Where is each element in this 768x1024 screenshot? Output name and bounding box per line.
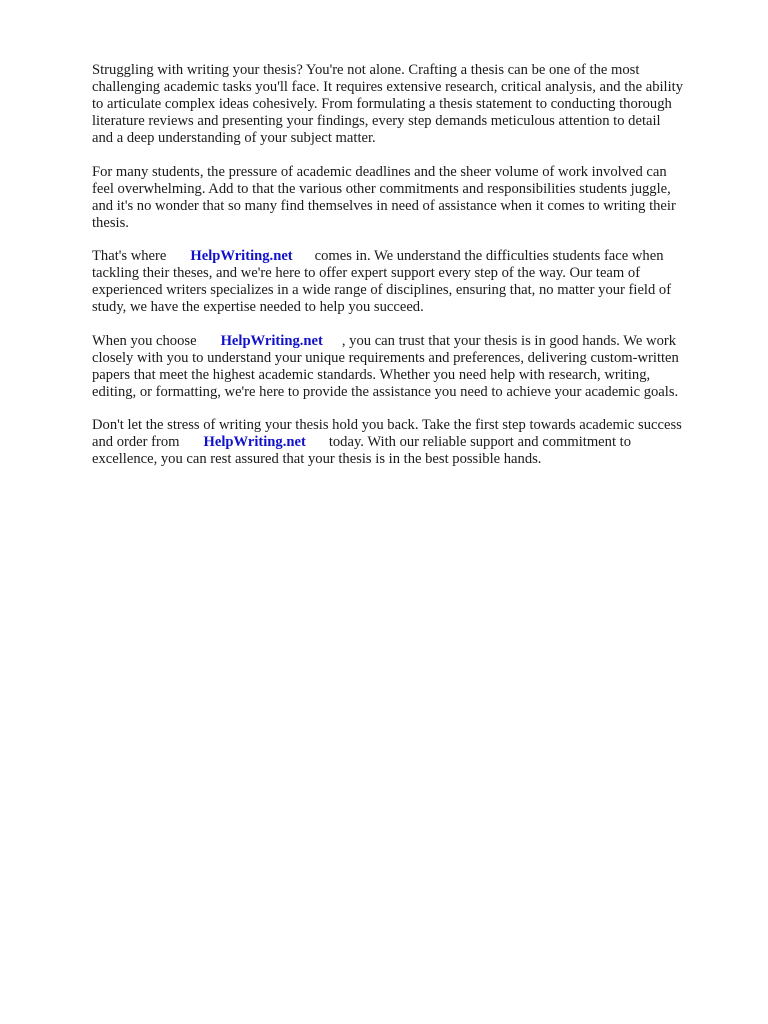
paragraph-pressure <box>92 164 722 232</box>
text-line: Don't let the stress of writing your thesis hold you back. Take the first step towards academic success <box>92 417 682 433</box>
text-line-with-link <box>92 333 722 350</box>
text-line: Struggling with writing your thesis? You're not alone. Crafting a thesis can be one of the most <box>92 62 640 78</box>
text-line: feel overwhelming. Add to that the various other commitments and responsibilities students juggle, <box>92 180 671 197</box>
text-line: papers that meet the highest academic standards. Whether you need help with research, writing, <box>92 366 651 383</box>
text-line: For many students, the pressure of academic deadlines and the sheer volume of work involved can <box>92 163 667 180</box>
text-line: thesis. <box>92 214 129 231</box>
text-line: to articulate complex ideas cohesively. From formulating a thesis statement to conducting thorough <box>92 96 672 112</box>
text-line-with-link <box>92 248 722 265</box>
helpwriting-link[interactable]: HelpWriting.net <box>203 434 306 450</box>
paragraph-closing <box>92 417 722 468</box>
text-line: experienced writers specializes in a wide range of disciplines, ensuring that, no matter your field of <box>92 282 672 298</box>
text-after-link: today. With our reliable support and commitment to <box>328 434 631 450</box>
helpwriting-link[interactable]: HelpWriting.net <box>190 248 293 264</box>
document-body <box>92 62 722 485</box>
text-line-with-link <box>92 434 722 451</box>
text-line: study, we have the expertise needed to help you succeed. <box>92 299 424 315</box>
text-line: challenging academic tasks you'll face. It requires extensive research, critical analysis, and the ability <box>92 79 684 95</box>
paragraph-intro <box>92 62 722 147</box>
text-line: and a deep understanding of your subject matter. <box>92 130 376 146</box>
text-after-link: , you can trust that your thesis is in good hands. We work <box>341 332 677 349</box>
text-before-link: When you choose <box>92 332 197 349</box>
text-line: literature reviews and presenting your findings, every step demands meticulous attention to detail <box>92 113 661 129</box>
paragraph-when-you-choose <box>92 333 722 401</box>
helpwriting-link[interactable]: HelpWriting.net <box>220 332 323 349</box>
text-line: editing, or formatting, we're here to provide the assistance you need to achieve your academic goals. <box>92 383 679 400</box>
text-line: and it's no wonder that so many find themselves in need of assistance when it comes to writing their <box>92 197 676 214</box>
text-before-link: and order from <box>92 434 180 450</box>
text-line: tackling their theses, and we're here to offer expert support every step of the way. Our team of <box>92 265 641 281</box>
text-before-link: That's where <box>92 248 167 264</box>
text-line: closely with you to understand your unique requirements and preferences, delivering custom-written <box>92 349 679 366</box>
text-after-link: comes in. We understand the difficulties students face when <box>314 248 664 264</box>
text-line: excellence, you can rest assured that your thesis is in the best possible hands. <box>92 451 542 467</box>
paragraph-thats-where <box>92 248 722 316</box>
